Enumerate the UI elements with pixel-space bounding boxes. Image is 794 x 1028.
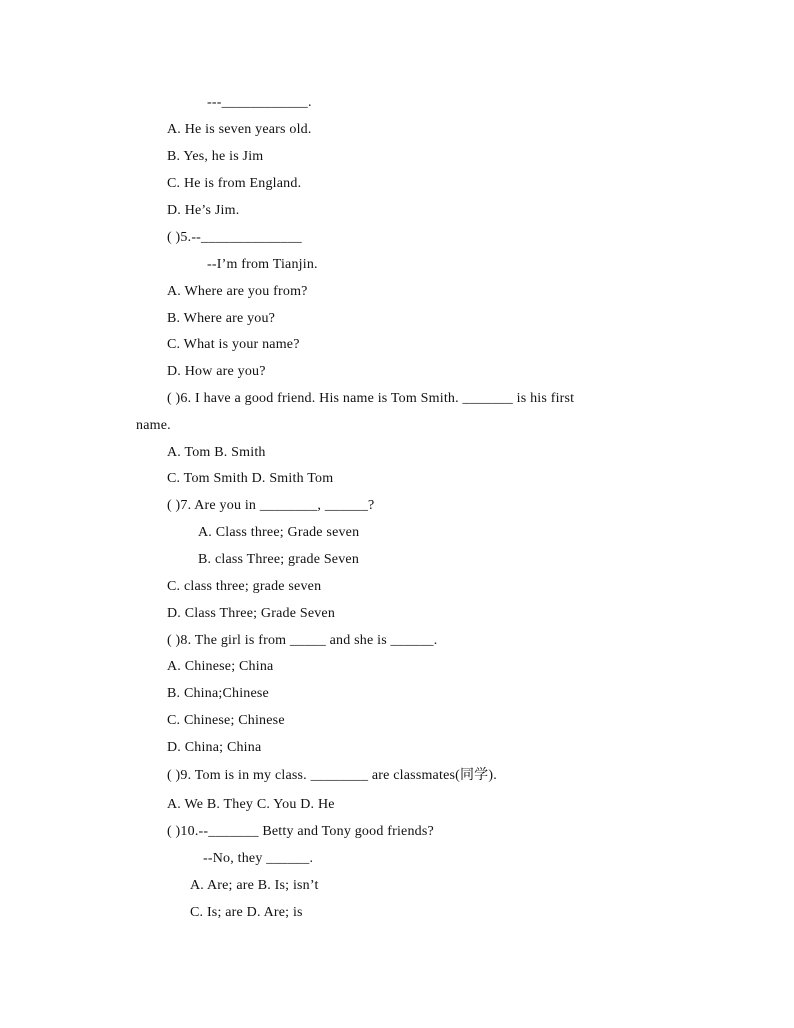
q6-question-continued: name. — [136, 418, 171, 433]
q7-option-c: C. class three; grade seven — [167, 579, 322, 594]
q6-options-cd: C. Tom Smith D. Smith Tom — [167, 471, 334, 486]
q7-option-d: D. Class Three; Grade Seven — [167, 606, 336, 621]
q5-option-c: C. What is your name? — [167, 337, 300, 352]
q8-question: ( )8. The girl is from _____ and she is ______. — [167, 633, 438, 648]
q8-option-d: D. China; China — [167, 740, 262, 755]
q9-options: A. We B. They C. You D. He — [167, 797, 335, 812]
q5-option-b: B. Where are you? — [167, 311, 276, 326]
q4-option-a: A. He is seven years old. — [167, 122, 312, 137]
q8-option-c: C. Chinese; Chinese — [167, 713, 285, 728]
q7-question: ( )7. Are you in ________, ______? — [167, 498, 375, 513]
q9-question: ( )9. Tom is in my class. ________ are classmates(同学). — [167, 768, 497, 783]
q4-option-d: D. He’s Jim. — [167, 203, 240, 218]
q4-option-c: C. He is from England. — [167, 176, 302, 191]
q7-option-b: B. class Three; grade Seven — [198, 552, 360, 567]
q10-answer: --No, they ______. — [203, 851, 314, 866]
q10-question: ( )10.--_______ Betty and Tony good friends? — [167, 824, 434, 839]
q10-options-cd: C. Is; are D. Are; is — [190, 905, 303, 920]
q4-answer-prompt: ---____________. — [207, 95, 312, 110]
q6-options-ab: A. Tom B. Smith — [167, 445, 266, 460]
q10-options-ab: A. Are; are B. Is; isn’t — [190, 878, 319, 893]
q5-option-a: A. Where are you from? — [167, 284, 308, 299]
q6-question: ( )6. I have a good friend. His name is Tom Smith. _______ is his first — [167, 391, 575, 406]
q7-option-a: A. Class three; Grade seven — [198, 525, 360, 540]
q8-option-b: B. China;Chinese — [167, 686, 269, 701]
q5-question: ( )5.--______________ — [167, 230, 302, 245]
q4-option-b: B. Yes, he is Jim — [167, 149, 264, 164]
q8-option-a: A. Chinese; China — [167, 659, 274, 674]
q5-answer: --I’m from Tianjin. — [207, 257, 318, 272]
q5-option-d: D. How are you? — [167, 364, 266, 379]
